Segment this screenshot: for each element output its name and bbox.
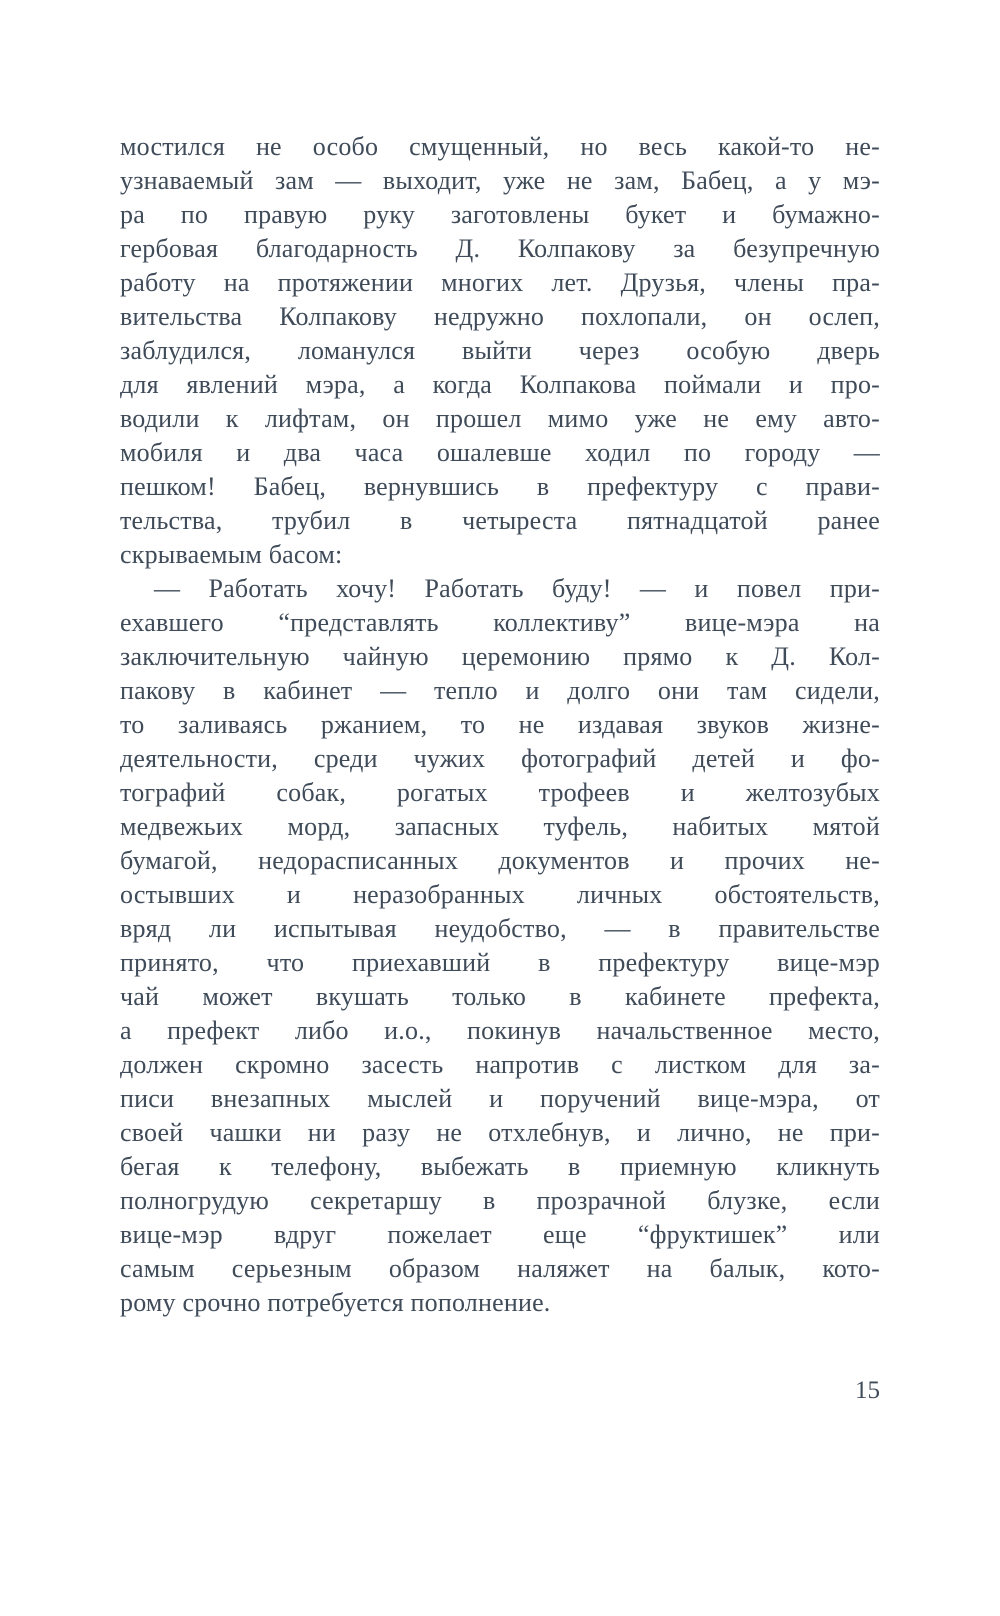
text-line: остывших и неразобранных личных обстоятельств, [120, 880, 880, 909]
text-line: мостился не особо смущенный, но весь какой-то не- [120, 132, 880, 161]
text-line: ра по правую руку заготовлены букет и бумажно- [120, 200, 880, 229]
text-line: бегая к телефону, выбежать в приемную кликнуть [120, 1152, 880, 1181]
text-line: принято, что приехавший в префектуру вице-мэр [120, 948, 880, 977]
text-line: писи внезапных мыслей и поручений вице-мэра, от [120, 1084, 880, 1113]
text-line: полногрудую секретаршу в прозрачной блузке, если [120, 1186, 880, 1215]
text-line: то заливаясь ржанием, то не издавая звуков жизне- [120, 710, 880, 739]
text-line: рому срочно потребуется пополнение. [120, 1288, 551, 1317]
text-line: медвежьих морд, запасных туфель, набитых мятой [120, 812, 880, 841]
text-line: тельства, трубил в четыреста пятнадцатой ранее [120, 506, 880, 535]
body-text [120, 130, 880, 1320]
text-line: должен скромно засесть напротив с листком для за- [120, 1050, 880, 1079]
text-line: работу на протяжении многих лет. Друзья, члены пра- [120, 268, 880, 297]
text-line: своей чашки ни разу не отхлебнув, и лично, не при- [120, 1118, 880, 1147]
text-line: для явлений мэра, а когда Колпакова поймали и про- [120, 370, 880, 399]
text-line: бумагой, недорасписанных документов и прочих не- [120, 846, 880, 875]
text-line: ехавшего “представлять коллективу” вице-мэра на [120, 608, 880, 637]
text-line: скрываемым басом: [120, 540, 343, 569]
text-line: пешком! Бабец, вернувшись в префектуру с прави- [120, 472, 880, 501]
text-line: вряд ли испытывая неудобство, — в правительстве [120, 914, 880, 943]
text-line: — Работать хочу! Работать буду! — и повел при- [154, 574, 880, 603]
page-number: 15 [855, 1377, 880, 1404]
text-line: пакову в кабинет — тепло и долго они там сидели, [120, 676, 880, 705]
text-line: вице-мэр вдруг пожелает еще “фруктишек” или [120, 1220, 880, 1249]
text-line: заблудился, ломанулся выйти через особую дверь [120, 336, 880, 365]
text-line: самым серьезным образом наляжет на балык, кото- [120, 1254, 880, 1283]
text-line: мобиля и два часа ошалевше ходил по городу — [120, 438, 880, 467]
text-line: гербовая благодарность Д. Колпакову за безупречную [120, 234, 880, 263]
text-line: вительства Колпакову недружно похлопали, он ослеп, [120, 302, 880, 331]
text-line: водили к лифтам, он прошел мимо уже не ему авто- [120, 404, 880, 433]
text-line: узнаваемый зам — выходит, уже не зам, Бабец, а у мэ- [120, 166, 880, 195]
text-line: заключительную чайную церемонию прямо к Д. Кол- [120, 642, 880, 671]
text-line: тографий собак, рогатых трофеев и желтозубых [120, 778, 880, 807]
text-line: чай может вкушать только в кабинете префекта, [120, 982, 880, 1011]
text-line: деятельности, среди чужих фотографий детей и фо- [120, 744, 880, 773]
text-line: а префект либо и.о., покинув начальственное место, [120, 1016, 880, 1045]
